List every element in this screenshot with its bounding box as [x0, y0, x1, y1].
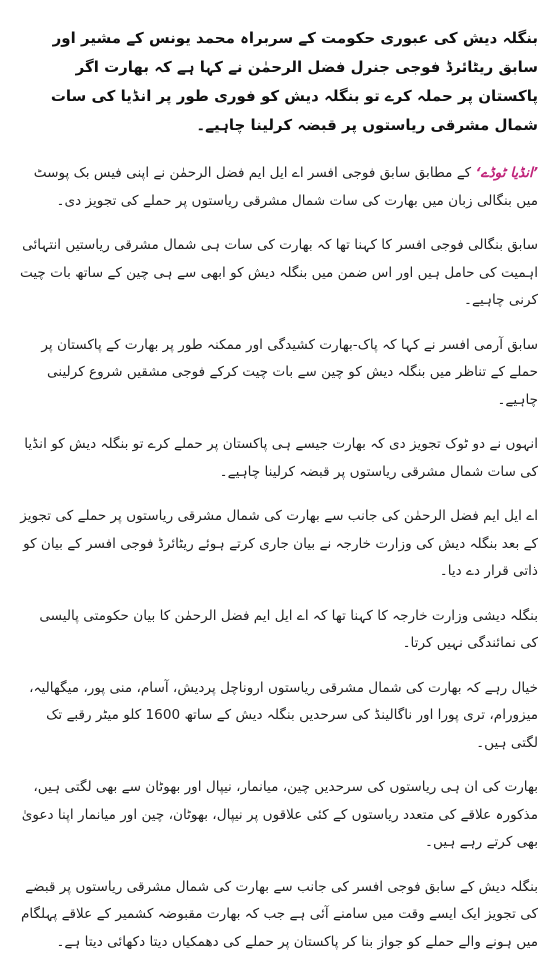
source-link[interactable]: ’انڈیا ٹوڈے‘ [475, 165, 538, 181]
article-paragraph-2: سابق بنگالی فوجی افسر کا کہنا تھا کہ بھارت کی سات ہی شمال مشرقی ریاستیں انتہائی اہمیت کی حامل ہیں اور اس ضمن میں بنگلہ دیش کو ابھی سے ہی چین کے ساتھ بات چیت کرنی چاہیے۔ [18, 232, 538, 315]
article-paragraph-6: بنگلہ دیشی وزارت خارجہ کا کہنا تھا کہ اے ایل ایم فضل الرحمٰن کا بیان حکومتی پالیسی کی نمائندگی نہیں کرتا۔ [18, 603, 538, 658]
article-paragraph-7: خیال رہے کہ بھارت کی شمال مشرقی ریاستوں اروناچل پردیش، آسام، منی پور، میگھالیہ، میزورام، تری پورا اور ناگالینڈ کی سرحدیں بنگلہ دیش کے ساتھ 1600 کلو میٹر رقبے تک لگتی ہیں۔ [18, 675, 538, 758]
article-paragraph-3: سابق آرمی افسر نے کہا کہ پاک-بھارت کشیدگی اور ممکنہ طور پر بھارت کے پاکستان پر حملے کے تناظر میں بنگلہ دیش کو چین سے بات چیت کرکے فوجی مشقیں شروع کرلینی چاہیے۔ [18, 332, 538, 415]
article-paragraph-5: اے ایل ایم فضل الرحمٰن کی جانب سے بھارت کی شمال مشرقی ریاستوں پر حملے کی تجویز کے بعد بنگلہ دیش کی وزارت خارجہ نے بیان جاری کرتے ہوئے ریٹائرڈ فوجی افسر کے بیان کو ذاتی قرار دے دیا۔ [18, 503, 538, 586]
article-paragraph-4: انہوں نے دو ٹوک تجویز دی کہ بھارت جیسے ہی پاکستان پر حملے کرے تو بنگلہ دیش کو انڈیا کی سات شمال مشرقی ریاستوں پر قبضہ کرلینا چاہیے۔ [18, 431, 538, 486]
article-paragraph-9: بنگلہ دیش کے سابق فوجی افسر کی جانب سے بھارت کی شمال مشرقی ریاستوں پر قبضے کی تجویز ایک ایسے وقت میں سامنے آئی ہے جب کہ بھارت مقبوضہ کشمیر کے علاقے پہلگام میں ہونے والے حملے کو جواز بنا کر پاکستان پر حملے کی دھمکیاں دیتا دکھائی دیتا ہے۔ [18, 874, 538, 956]
paragraph-1-text: کے مطابق سابق فوجی افسر اے ایل ایم فضل الرحمٰن نے اپنی فیس بک پوسٹ میں بنگالی زبان میں بھارت کی سات شمال مشرقی ریاستوں پر حملے کی تجویز دی۔ [34, 165, 538, 209]
article-lead: بنگلہ دیش کی عبوری حکومت کے سربراہ محمد یونس کے مشیر اور سابق ریٹائرڈ فوجی جنرل فضل الرحمٰن نے کہا ہے کہ بھارت اگر پاکستان پر حملہ کرے تو بنگلہ دیش کو فوری طور پر انڈیا کی سات شمال مشرقی ریاستوں پر قبضہ کرلینا چاہیے۔ [18, 24, 538, 140]
article-paragraph-1 [18, 160, 538, 215]
article-paragraph-8: بھارت کی ان ہی ریاستوں کی سرحدیں چین، میانمار، نیپال اور بھوٹان سے بھی لگتی ہیں، مذکورہ علاقے کی متعدد ریاستوں کے کئی علاقوں پر نیپال، بھوٹان، چین اور میانمار اپنا دعویٰ بھی کرتے رہے ہیں۔ [18, 774, 538, 857]
